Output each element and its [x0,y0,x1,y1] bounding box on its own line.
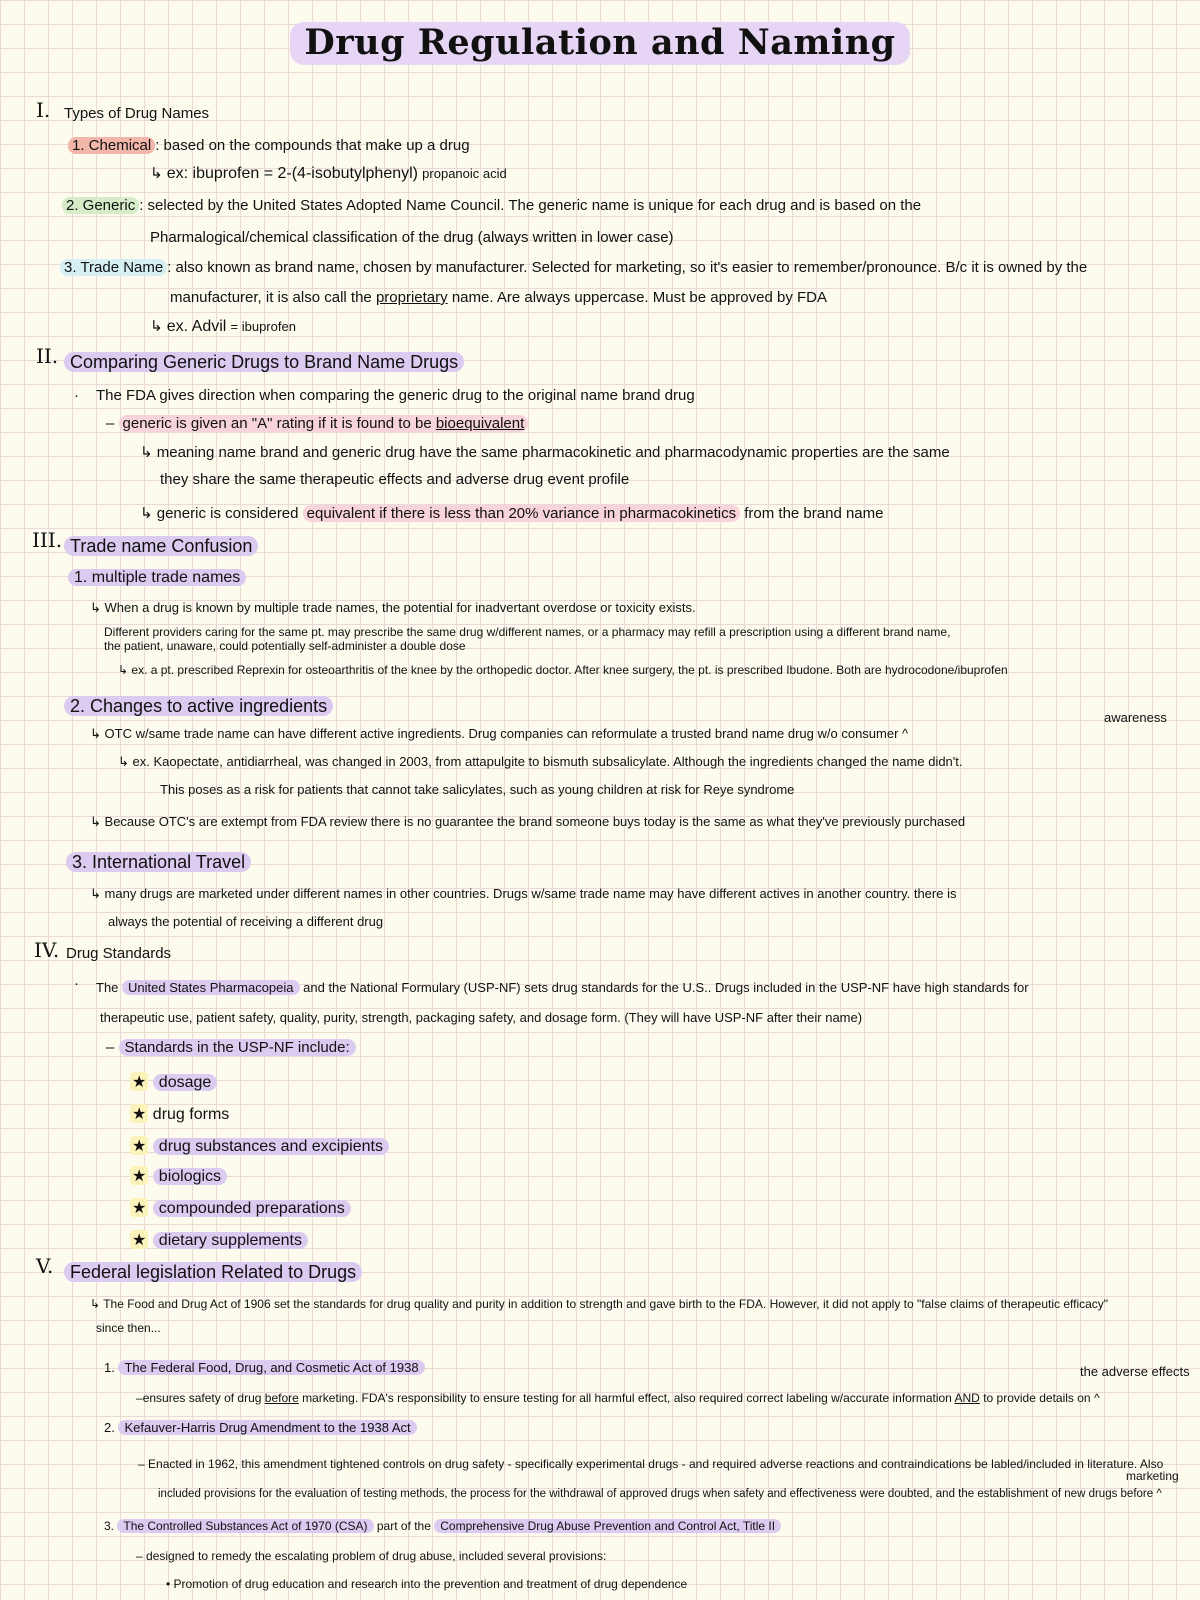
page-title: Drug Regulation and Naming [0,22,1200,63]
kefauver-harris-line-1: – Enacted in 1962, this amendment tightened controls on drug safety - specifically experimental drugs - and required adverse reactions and contraindications be labled/included in literature. Also [138,1457,1164,1471]
standard-item-4: ★ biologics [130,1166,227,1187]
arrow-icon: ↳ [140,504,153,522]
arrow-icon: ↳ [90,887,101,902]
subsection-changes-to-active-ingredients: 2. Changes to active ingredients [64,696,333,716]
generic-line: 2. Generic : selected by the United States Adopted Name Council. The generic name is unique for each drug and is based on the [62,196,921,216]
section-4-bullet: · [74,975,79,992]
standard-item-2: ★ drug forms [132,1104,230,1123]
kefauver-harris-title: 2. Kefauver-Harris Drug Amendment to the 1938 Act [104,1418,417,1438]
standard-item-3: ★ drug substances and excipients [130,1136,389,1157]
star-icon: ★ [132,1166,147,1185]
act-1938-line-1: –ensures safety of drug before marketing. FDA's responsibility to ensure testing for all harmful effect, also required correct labeling w/accurate information AND to provide details on ^ [136,1391,1100,1405]
section-2-line-4: they share the same therapeutic effects and adverse drug event profile [160,471,630,488]
multiple-trade-line-1: ↳ When a drug is known by multiple trade names, the potential for inadvertant overdose or toxicity exists. [90,600,696,616]
legislation-intro-1: ↳ The Food and Drug Act of 1906 set the standards for drug quality and purity in addition to strength and gave birth to the FDA. However, it did not apply to "false claims of therapeutic efficacy" [90,1297,1109,1311]
kefauver-harris-line-2: included provisions for the evaluation of testing methods, the process for the withdrawal of approved drugs when safety and effectiveness were doubted, and the establishment of new drugs before ^ [158,1488,1162,1500]
standards-line-3: – Standards in the USP-NF include: [106,1038,356,1058]
csa-title: 3. The Controlled Substances Act of 1970 (CSA) part of the Comprehensive Drug Abuse Prevention and Control Act, Title II [104,1516,781,1536]
legislation-intro-2: since then... [96,1321,161,1335]
section-4-number: IV. [34,938,60,962]
section-1-heading: Types of Drug Names [64,105,210,122]
multiple-trade-line-2: Different providers caring for the same pt. may prescribe the same drug w/different names, or a pharmacy may refill a prescription using a different brand name, [104,625,951,639]
section-5-number: V. [36,1254,54,1278]
star-icon: ★ [132,1198,147,1217]
changes-example-2: This poses as a risk for patients that cannot take salicylates, such as young children at risk for Reye syndrome [160,782,795,797]
generic-line-2: Pharmalogical/chemical classification of the drug (always written in lower case) [150,229,674,246]
arrow-icon: ↳ [150,317,163,335]
proprietary-word: proprietary [375,289,448,306]
arrow-icon: ↳ [140,443,153,461]
section-5-heading: Federal legislation Related to Drugs [64,1262,362,1282]
arrow-icon: ↳ [90,815,101,830]
travel-line-2: always the potential of receiving a different drug [108,914,384,929]
section-2-number: II. [36,344,59,368]
chemical-label: 1. Chemical [68,137,155,154]
generic-label: 2. Generic [62,197,139,214]
chemical-example: ↳ ex: ibuprofen = 2-(4-isobutylphenyl) propanoic acid [150,164,507,182]
standards-line-2: therapeutic use, patient safety, quality, purity, strength, packaging safety, and dosage form. (They will have USP-NF after their name) [100,1010,863,1025]
standard-item-6: ★ dietary supplements [130,1230,308,1251]
multiple-trade-example: ↳ ex. a pt. prescribed Reprexin for osteoarthritis of the knee by the orthopedic doctor. After knee surgery, the pt. is prescribed Ibudone. Both are hydrocodone/ibuprofen [118,663,1008,677]
trade-name-line-2: manufacturer, it is also call the proprietary name. Are always uppercase. Must be approved by FDA [170,289,828,306]
section-1-number: I. [36,98,51,122]
csa-line-2: • Promotion of drug education and research into the prevention and treatment of drug dependence [166,1577,688,1591]
subsection-multiple-trade-names: 1. multiple trade names [68,568,246,588]
star-icon: ★ [132,1104,147,1123]
arrow-icon: ↳ [90,1297,101,1311]
arrow-icon: ↳ [150,164,163,182]
caret-insert-awareness: awareness [1104,710,1167,725]
standard-item-1: ★ dosage [130,1072,217,1093]
multiple-trade-line-3: the patient, unaware, could potentially self-administer a double dose [104,639,466,653]
star-icon: ★ [132,1230,147,1249]
standard-item-5: ★ compounded preparations [130,1198,351,1219]
travel-line-1: ↳ many drugs are marketed under different names in other countries. Drugs w/same trade name may have different actives in another country. there is [90,886,957,902]
section-2-line-2: – generic is given an "A" rating if it is found to be bioequivalent [106,414,528,434]
trade-name-label: 3. Trade Name [60,259,167,276]
act-1938-title: 1. The Federal Food, Drug, and Cosmetic Act of 1938 [104,1358,425,1378]
changes-example-1: ↳ ex. Kaopectate, antidiarrheal, was changed in 2003, from attapulgite to bismuth subsalicylate. Although the ingredients changed the name didn't. [118,754,963,770]
csa-line-1: – designed to remedy the escalating problem of drug abuse, included several provisions: [136,1549,607,1563]
chemical-line: 1. Chemical : based on the compounds that make up a drug [68,136,470,156]
section-2-bullet: · [74,387,79,404]
caret-insert-adverse-effects: the adverse effects [1080,1364,1190,1379]
star-icon: ★ [132,1072,147,1091]
arrow-icon: ↳ [90,601,101,616]
section-3-heading: Trade name Confusion [64,536,258,556]
section-2-line-5: ↳ generic is considered equivalent if there is less than 20% variance in pharmacokinetics from the brand name [140,504,884,522]
standards-line-1: The United States Pharmacopeia and the National Formulary (USP-NF) sets drug standards for the U.S.. Drugs included in the USP-NF have high standards for [96,980,1029,995]
star-icon: ★ [132,1136,147,1155]
section-2-line-3: ↳ meaning name brand and generic drug have the same pharmacokinetic and pharmacodynamic properties are the same [140,443,950,461]
section-2-heading: Comparing Generic Drugs to Brand Name Drugs [64,352,464,372]
trade-name-line: 3. Trade Name : also known as brand name, chosen by manufacturer. Selected for marketing, so it's easier to remember/pronounce. B/c it is owned by the [60,258,1087,278]
arrow-icon: ↳ [118,663,129,677]
arrow-icon: ↳ [90,727,101,742]
arrow-icon: ↳ [118,755,129,770]
section-4-heading: Drug Standards [66,945,172,962]
subsection-international-travel: 3. International Travel [66,852,251,872]
trade-name-example: ↳ ex. Advil = ibuprofen [150,317,296,335]
section-3-number: III. [32,528,63,552]
changes-line-1: ↳ OTC w/same trade name can have different active ingredients. Drug companies can reformulate a trusted brand name drug w/o consumer ^ [90,726,909,742]
section-2-line-1: The FDA gives direction when comparing the generic drug to the original name brand drug [96,387,695,404]
changes-line-2: ↳ Because OTC's are extempt from FDA review there is no guarantee the brand someone buys today is the same as what they've previously purchased [90,814,966,830]
caret-insert-marketing: marketing [1126,1469,1179,1483]
